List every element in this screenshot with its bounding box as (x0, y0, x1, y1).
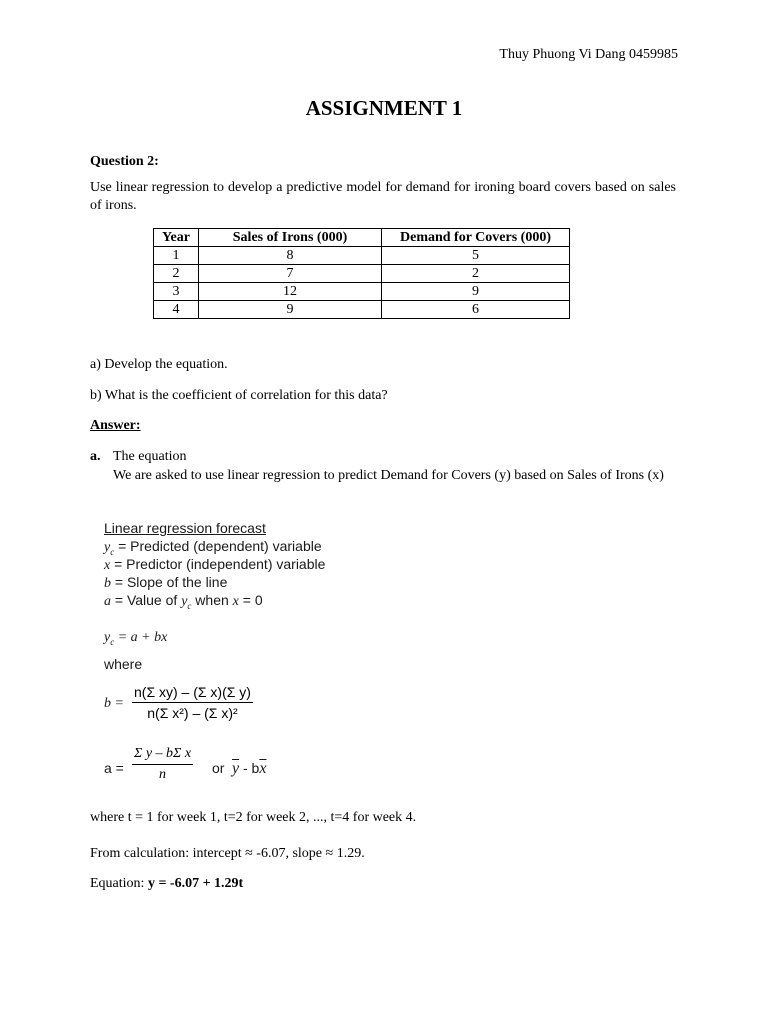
sub-c: c (187, 600, 192, 611)
formula-line-a (104, 592, 263, 611)
author-header: Thuy Phuong Vi Dang 0459985 (499, 47, 678, 62)
calculation-text: From calculation: intercept ≈ -6.07, slope ≈ 1.29. (90, 846, 365, 861)
b-numerator: n(Σ xy) – (Σ x)(Σ y) (132, 684, 253, 703)
model-rhs: = a + bx (114, 630, 168, 645)
sub-c: c (110, 546, 115, 557)
var-y: y (104, 540, 111, 555)
a-fraction (132, 746, 193, 783)
line4-text: = Value of (111, 592, 182, 608)
question-text: Use linear regression to develop a predictive model for demand for ironing board covers based on sales of irons. (90, 180, 676, 213)
var-b: b (104, 576, 111, 591)
var-x: x (104, 558, 111, 573)
formula-line-x (104, 556, 325, 574)
table-row (154, 283, 570, 301)
equation-line (90, 876, 243, 892)
a-or: or (212, 760, 225, 776)
column-header-sales: Sales of Irons (000) (199, 229, 382, 247)
answer-a-description: We are asked to use linear regression to predict Demand for Covers (y) based on Sales of Irons (x) (113, 468, 664, 483)
table-header-row (154, 229, 570, 247)
table-cell: 12 (199, 283, 382, 301)
line1-text: = Predicted (dependent) variable (114, 538, 322, 554)
table-cell: 9 (199, 301, 382, 319)
line3-text: = Slope of the line (111, 574, 228, 590)
var-x-bar: $\overline{x}$ (259, 760, 267, 777)
answer-a-marker: a. (90, 449, 101, 464)
line4-end: = 0 (238, 592, 263, 608)
table-row (154, 265, 570, 283)
equation-label: Equation: (90, 876, 148, 891)
regression-model (104, 628, 167, 647)
data-table (153, 228, 570, 319)
a-numerator: Σ y – bΣ x (132, 746, 193, 765)
b-fraction (132, 684, 253, 721)
where-t-text: where t = 1 for week 1, t=2 for week 2, ..., t=4 for week 4. (90, 810, 417, 825)
b-lhs: b = (104, 696, 124, 711)
table-cell: 2 (154, 265, 199, 283)
page-title: ASSIGNMENT 1 (305, 96, 463, 120)
equation-value: y = -6.07 + 1.29t (147, 876, 244, 891)
table-cell: 1 (154, 247, 199, 265)
where-label: where (104, 656, 143, 672)
table-row (154, 301, 570, 319)
table-cell: 7 (199, 265, 382, 283)
table-cell: 6 (382, 301, 570, 319)
var-y: y (104, 630, 111, 645)
line2-text: = Predictor (independent) variable (110, 556, 326, 572)
table-cell: 4 (154, 301, 199, 319)
table-cell: 2 (382, 265, 570, 283)
var-a: a (104, 594, 111, 609)
table-cell: 5 (382, 247, 570, 265)
formula-heading: Linear regression forecast (104, 520, 266, 536)
line4-when: when (191, 592, 233, 608)
part-a-question: a) Develop the equation. (90, 357, 228, 372)
table-cell: 8 (199, 247, 382, 265)
a-alt-mid: - b (239, 760, 260, 776)
table-row (154, 247, 570, 265)
table-cell: 9 (382, 283, 570, 301)
column-header-year: Year (154, 229, 199, 247)
var-y-bar: $\overline{y}$ (232, 760, 240, 777)
sub-c: c (110, 636, 115, 647)
formula-line-b (104, 574, 227, 592)
answer-label: Answer: (90, 418, 141, 433)
table-cell: 3 (154, 283, 199, 301)
formula-line-yc (104, 538, 322, 557)
a-alt-formula (232, 760, 266, 778)
b-denominator: n(Σ x²) – (Σ x)² (147, 705, 238, 721)
a-denominator: n (159, 767, 167, 782)
part-b-question: b) What is the coefficient of correlation for this data? (90, 388, 388, 403)
question-label: Question 2: (90, 154, 159, 169)
column-header-demand: Demand for Covers (000) (382, 229, 570, 247)
a-lhs: a = (104, 760, 124, 776)
var-yc: y (181, 594, 188, 609)
var-x: x (232, 594, 239, 609)
regression-formula-figure (102, 518, 342, 796)
answer-a-title: The equation (113, 449, 187, 464)
